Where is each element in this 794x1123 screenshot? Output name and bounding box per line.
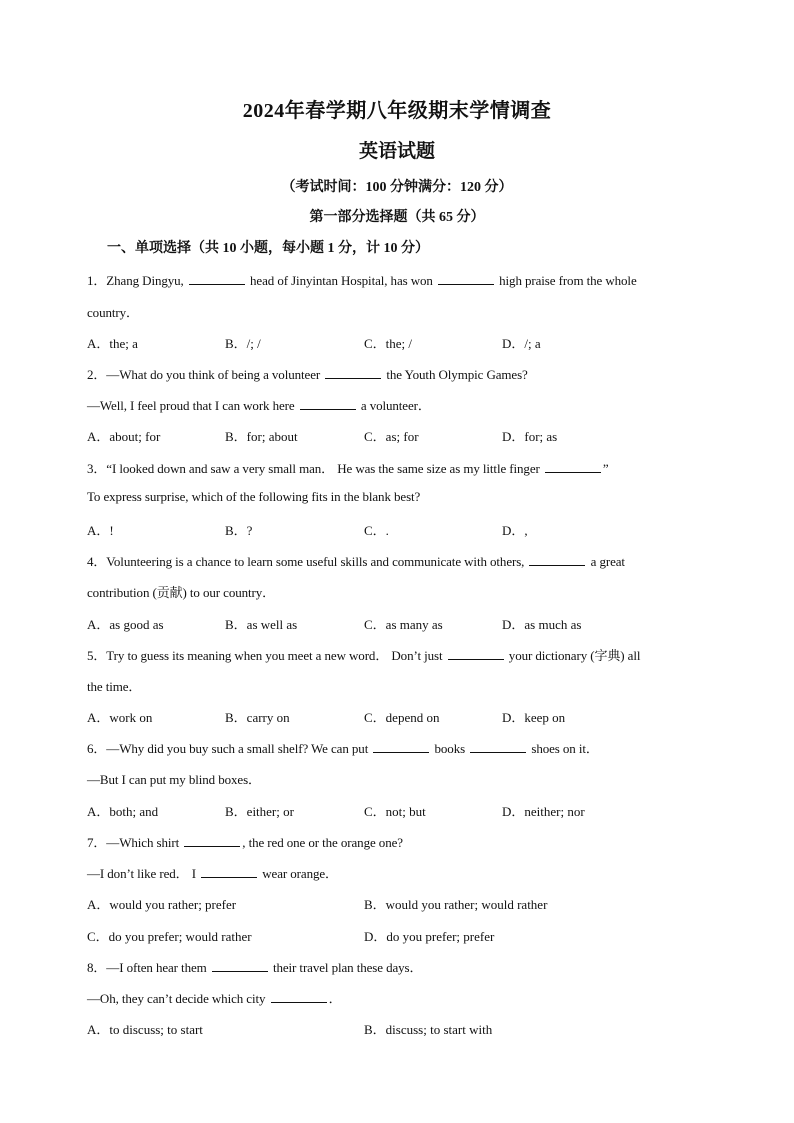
question-7-line-2: [87, 863, 338, 882]
question-4-option-A: A．as good as: [87, 617, 164, 632]
answer-blank: [470, 740, 526, 753]
question-8-line-1: [87, 957, 422, 976]
question-5-option-C: C．depend on: [364, 710, 440, 725]
question-2-option-B: B．for; about: [225, 429, 298, 444]
question-5-line-1: [87, 645, 640, 664]
question-text: ．: [328, 991, 342, 1006]
question-4-option-C: C．as many as: [364, 617, 443, 632]
question-8-line-2: [87, 988, 341, 1007]
question-1-option-B: B．/; /: [225, 336, 261, 351]
answer-blank: [189, 272, 245, 285]
question-text: 3．“I looked down and saw a very small man． He was the same size as my little finger: [87, 461, 543, 476]
answer-blank: [545, 460, 601, 473]
question-text: books: [431, 741, 469, 756]
question-3-option-C: C．.: [364, 523, 389, 538]
question-text: 2．—What do you think of being a volunteer: [87, 367, 324, 382]
question-3-line-2: [87, 489, 420, 505]
question-3-option-D: D．,: [502, 523, 528, 538]
question-1-option-D: D．/; a: [502, 336, 541, 351]
question-text: a great: [587, 554, 625, 569]
question-text: —I don’t like red． I: [87, 866, 200, 881]
question-8-option-B: B．discuss; to start with: [364, 1022, 493, 1037]
question-4-line-2: [87, 582, 275, 601]
answer-blank: [448, 647, 504, 660]
exam-title: 2024年春学期八年级期末学情调查: [242, 100, 552, 122]
question-1-option-A: A．the; a: [87, 336, 138, 351]
question-text: , the red one or the orange one?: [242, 835, 403, 850]
question-text: 6．—Why did you buy such a small shelf? We can put: [87, 741, 372, 756]
question-text: contribution (贡献) to our country．: [87, 585, 276, 600]
question-6-option-B: B．either; or: [225, 804, 294, 819]
question-2-line-1: [87, 364, 528, 383]
question-2-option-D: D．for; as: [502, 429, 558, 444]
exam-info: （考试时间：100 分钟满分：120 分）: [281, 180, 513, 195]
part-heading: 第一部分选择题（共 65 分）: [309, 210, 485, 225]
question-5-option-D: D．keep on: [502, 710, 566, 725]
question-7-option-B: B．would you rather; would rather: [364, 897, 548, 912]
question-1-line-2: [87, 302, 139, 321]
question-text: high praise from the whole: [495, 273, 637, 288]
question-text: —Well, I feel proud that I can work here: [87, 398, 298, 413]
question-8-option-A: A．to discuss; to start: [87, 1022, 203, 1037]
question-5-line-2: [87, 676, 141, 695]
answer-blank: [438, 272, 494, 285]
answer-blank: [184, 834, 240, 847]
question-text: —Oh, they can’t decide which city: [87, 991, 269, 1006]
question-text: shoes on it．: [528, 741, 599, 756]
question-text: the Youth Olympic Games?: [383, 367, 528, 382]
question-3-option-B: B．?: [225, 523, 253, 538]
question-4-option-D: D．as much as: [502, 617, 582, 632]
question-7-option-A: A．would you rather; prefer: [87, 897, 237, 912]
question-1-option-C: C．the; /: [364, 336, 413, 351]
question-7-option-C: C．do you prefer; would rather: [87, 929, 252, 944]
question-6-option-A: A．both; and: [87, 804, 159, 819]
question-1-line-1: [87, 270, 637, 289]
question-3-line-1: [87, 458, 609, 477]
question-text: country．: [87, 305, 139, 320]
question-text: 1．Zhang Dingyu,: [87, 273, 187, 288]
question-6-option-D: D．neither; nor: [502, 804, 585, 819]
answer-blank: [529, 553, 585, 566]
question-7-line-1: [87, 832, 403, 851]
question-6-line-2: [87, 769, 261, 788]
question-text: the time．: [87, 679, 142, 694]
question-text: 4．Volunteering is a chance to learn some useful skills and communicate with others,: [87, 554, 528, 569]
answer-blank: [271, 990, 327, 1003]
question-2-line-2: [87, 395, 431, 414]
question-text: To express surprise, which of the following fits in the blank best?: [87, 489, 421, 504]
section-heading: 一、单项选择（共 10 小题，每小题 1 分，计 10 分）: [107, 241, 429, 256]
question-text: 7．—Which shirt: [87, 835, 183, 850]
question-7-option-D: D．do you prefer; prefer: [364, 929, 495, 944]
answer-blank: [201, 865, 257, 878]
exam-subtitle: 英语试题: [358, 141, 435, 162]
question-text: ”: [602, 461, 609, 476]
question-text: their travel plan these days．: [269, 960, 423, 975]
question-3-option-A: A．!: [87, 523, 114, 538]
answer-blank: [212, 959, 268, 972]
answer-blank: [325, 366, 381, 379]
question-text: 8．—I often hear them: [87, 960, 210, 975]
question-4-line-1: [87, 551, 625, 570]
answer-blank: [300, 397, 356, 410]
question-2-option-A: A．about; for: [87, 429, 161, 444]
question-text: your dictionary (字典) all: [505, 648, 641, 663]
question-6-line-1: [87, 738, 599, 757]
question-text: —But I can put my blind boxes．: [87, 772, 261, 787]
question-text: 5．Try to guess its meaning when you meet a new word． Don’t just: [87, 648, 446, 663]
question-5-option-B: B．carry on: [225, 710, 290, 725]
answer-blank: [373, 740, 429, 753]
question-text: a volunteer．: [357, 398, 431, 413]
question-2-option-C: C．as; for: [364, 429, 419, 444]
question-5-option-A: A．work on: [87, 710, 153, 725]
question-text: head of Jinyintan Hospital, has won: [246, 273, 436, 288]
question-6-option-C: C．not; but: [364, 804, 426, 819]
question-text: wear orange．: [259, 866, 338, 881]
question-4-option-B: B．as well as: [225, 617, 298, 632]
